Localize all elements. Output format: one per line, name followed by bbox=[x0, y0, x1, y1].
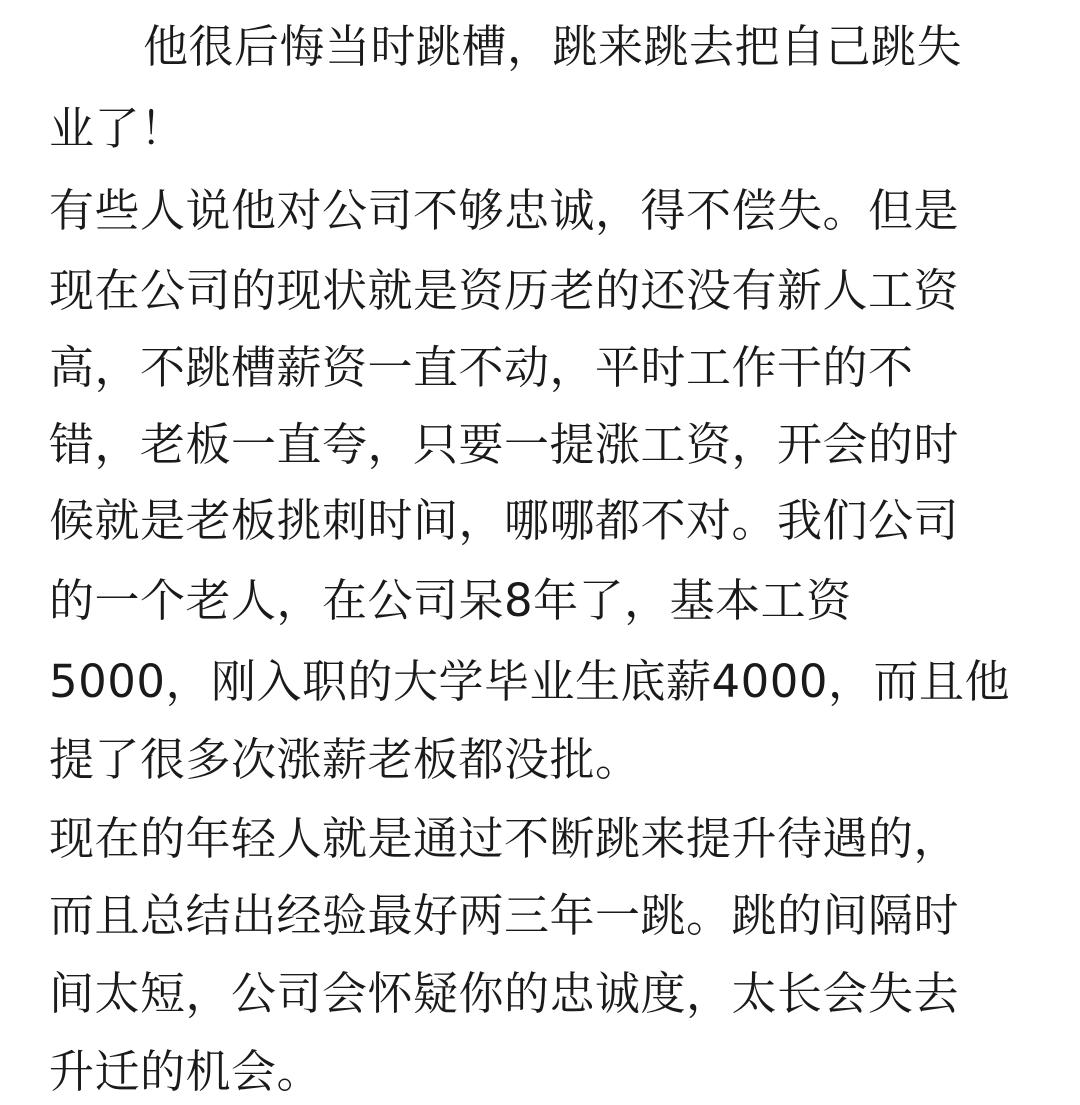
paragraph-line: 他很后悔当时跳槽，跳来跳去把自己跳失 bbox=[143, 20, 963, 73]
paragraph-line: 现在公司的现状就是资历老的还没有新人工资 bbox=[49, 264, 960, 317]
paragraph-line: 错，老板一直夸，只要一提涨工资，开会的时 bbox=[49, 418, 960, 471]
paragraph-line: 候就是老板挑刺时间，哪哪都不对。我们公司 bbox=[49, 494, 960, 547]
paragraph-line: 高，不跳槽薪资一直不动，平时工作干的不 bbox=[49, 341, 914, 394]
paragraph-line: 而且总结出经验最好两三年一跳。跳的间隔时 bbox=[49, 889, 960, 942]
paragraph-line: 现在的年轻人就是通过不断跳来提升待遇的， bbox=[49, 812, 960, 865]
paragraph-line: 升迁的机会。 bbox=[49, 1045, 323, 1098]
paragraph-line: 提了很多次涨薪老板都没批。 bbox=[49, 733, 641, 786]
paragraph-line: 有些人说他对公司不够忠诚，得不偿失。但是 bbox=[49, 184, 960, 237]
paragraph-line: 5000，刚入职的大学毕业生底薪4000，而且他 bbox=[49, 655, 1011, 708]
paragraph-line: 业了！ bbox=[49, 102, 186, 155]
paragraph-line: 的一个老人，在公司呆8年了，基本工资 bbox=[49, 574, 852, 627]
paragraph-line: 间太短，公司会怀疑你的忠诚度，太长会失去 bbox=[49, 967, 960, 1020]
